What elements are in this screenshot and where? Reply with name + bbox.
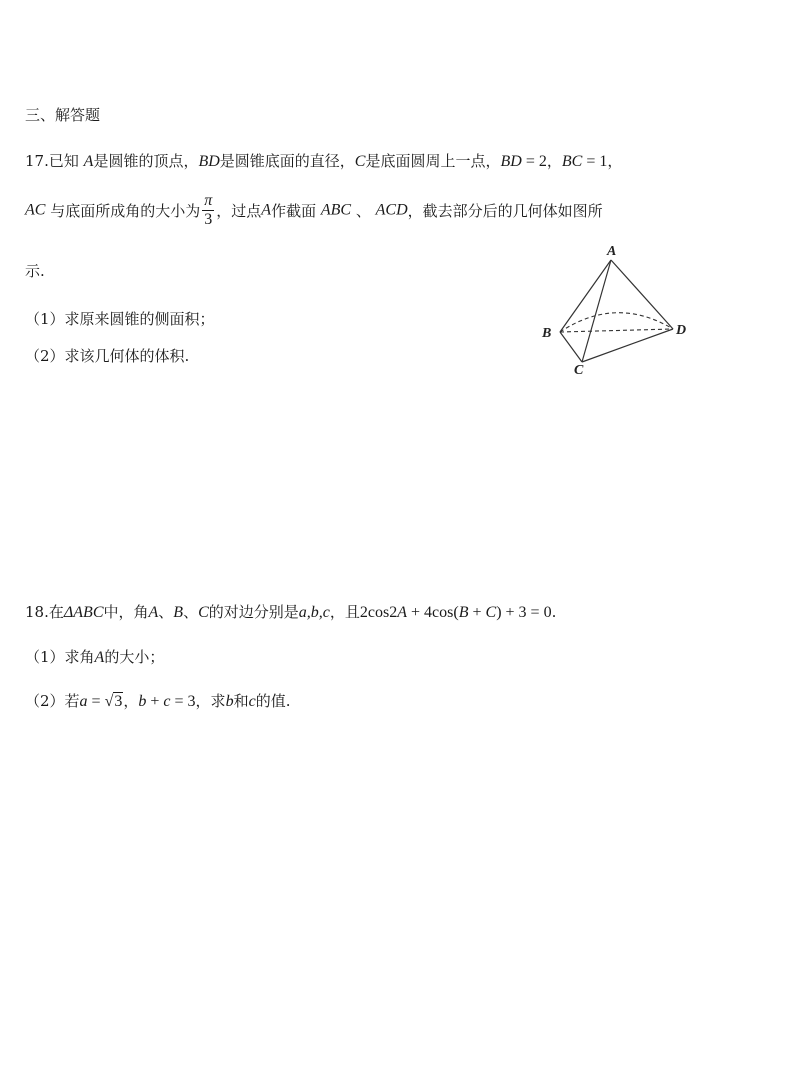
q17-subquestion-1: （1）求原来圆锥的侧面积； bbox=[25, 310, 215, 328]
q18-number: 18. bbox=[25, 603, 49, 621]
edge-ac bbox=[582, 260, 611, 362]
label-d: D bbox=[676, 323, 687, 338]
q17-line-2: AC 与底面所成角的大小为 $\frac{\pi}{3}$ ，过点A作截面 ABC 、 ACD，截去部分后的几何体如图所 bbox=[25, 192, 603, 228]
edge-ad bbox=[611, 260, 673, 329]
label-a: A bbox=[607, 244, 617, 259]
q18-subquestion-2: （2）若a = √3，b + c = 3，求b和c的值. bbox=[25, 692, 291, 710]
edge-cd bbox=[582, 329, 673, 362]
edge-ab bbox=[560, 260, 611, 332]
sqrt-3: √3 bbox=[104, 693, 123, 710]
edge-bc bbox=[560, 332, 582, 362]
q17-subquestion-2: （2）求该几何体的体积. bbox=[25, 347, 190, 365]
section-title: 三、解答题 bbox=[25, 106, 101, 124]
label-b: B bbox=[542, 326, 552, 341]
diameter-bd-dashed bbox=[560, 329, 673, 332]
q17-line-1: 17.已知 A是圆锥的顶点，BD是圆锥底面的直径，C是底面圆周上一点，BD = 2，BC = 1， bbox=[25, 152, 623, 170]
tetrahedron-figure bbox=[538, 240, 698, 375]
q18-subquestion-1: （1）求角A的大小； bbox=[25, 648, 165, 666]
q17-number: 17. bbox=[25, 152, 49, 170]
q18-line-1: 18.在ΔABC中，角A、B、C的对边分别是a,b,c，且2cos2A + 4cos(B + C) + 3 = 0. bbox=[25, 603, 557, 621]
arc-bd-dashed bbox=[560, 313, 673, 332]
q17-line-3: 示. bbox=[25, 262, 45, 280]
pi-over-3-fraction: $\frac{\pi}{3}$ bbox=[204, 192, 213, 228]
label-c: C bbox=[574, 363, 584, 375]
